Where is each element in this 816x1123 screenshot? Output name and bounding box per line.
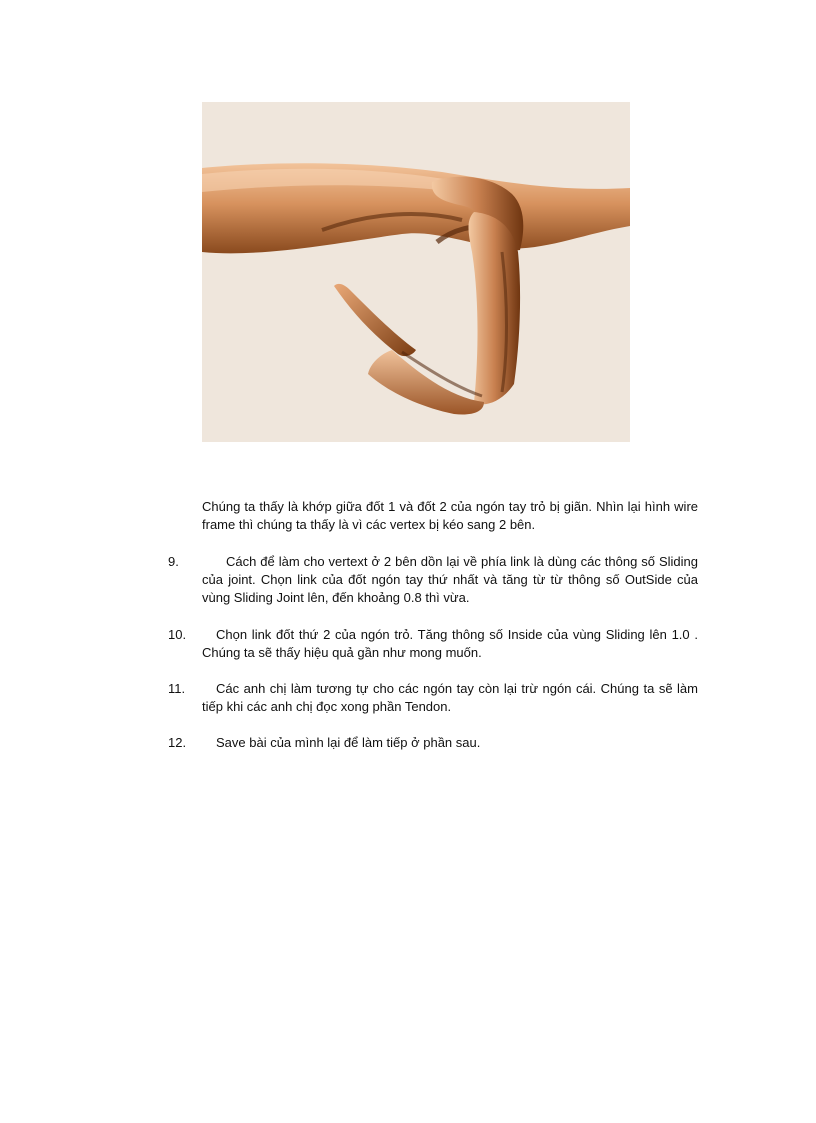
step-text: Chọn link đốt thứ 2 của ngón trỏ. Tăng thông số Inside của vùng Sliding lên 1.0 . Chúng ta sẽ thấy hiệu quả gần như mong muốn.: [202, 627, 698, 660]
step-number: 10.: [168, 627, 187, 642]
finger-render-image: [202, 102, 630, 442]
step-text: Save bài của mình lại để làm tiếp ở phần sau.: [216, 735, 481, 750]
step-number: 11.: [168, 681, 186, 696]
step-number: 12.: [168, 735, 187, 750]
intro-paragraph: Chúng ta thấy là khớp giữa đốt 1 và đốt 2 của ngón tay trỏ bị giãn. Nhìn lại hình wire frame thì chúng ta thấy là vì các vertex bị kéo sang 2 bên.: [202, 499, 698, 532]
step-text: Cách để làm cho vertext ở 2 bên dồn lại về phía link là dùng các thông số Sliding của joint. Chọn link của đốt ngón tay thứ nhất và tăng từ từ thông số OutSide của vùng Sliding Joint lên, đến khoảng 0.8 thì vừa.: [202, 554, 698, 605]
step-text: Các anh chị làm tương tự cho các ngón tay còn lại trừ ngón cái. Chúng ta sẽ làm tiếp khi các anh chị đọc xong phần Tendon.: [202, 681, 698, 714]
step-number: 9.: [168, 554, 179, 569]
finger-bend-icon: [202, 102, 630, 442]
